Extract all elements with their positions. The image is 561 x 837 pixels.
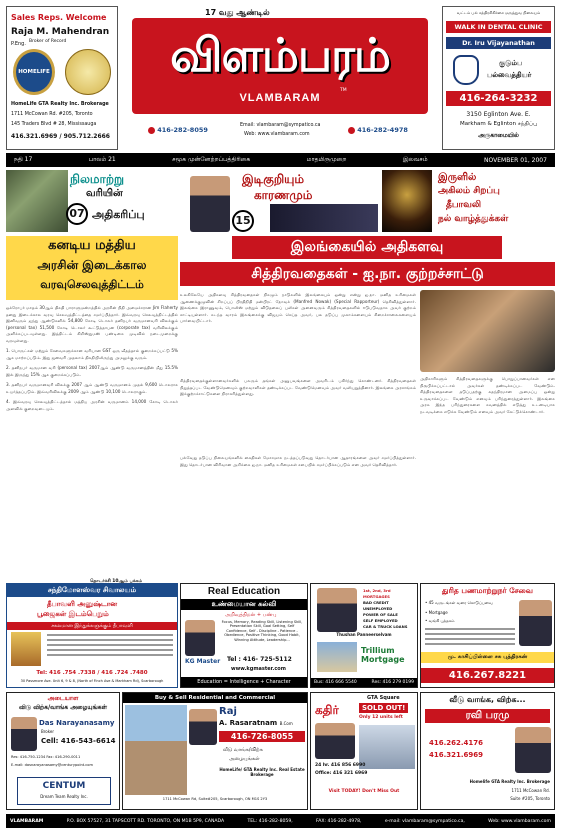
homelife-logo-text: HOMELIFE: [18, 69, 50, 75]
temple-image: [11, 632, 41, 666]
gta-project: GTA Square: [367, 695, 400, 701]
raj-phone: 416-726-8055: [219, 731, 305, 742]
centum-sub: Dream Team Realty Inc.: [40, 794, 88, 799]
dental-address3: அருகாமையில்: [478, 132, 519, 139]
left-story-p3: 2. தனிநபர் வருமான வரி (personal tax) 2007ஆம் ஆண்டு வருமானத்தின் மீது 15.5% இல் இருந்து 15% ஆக குறைக்கப்படும்.: [6, 365, 178, 377]
transfer-photo: [519, 600, 552, 646]
masthead: [120, 6, 440, 150]
footer-address: P.O. BOX 57527, 31 TAPSCOTT RD. TORONTO, ON M1B 5P9, CANADA: [66, 818, 225, 824]
raj-house-photo: [125, 705, 187, 795]
mortgage-phone-res: Res: 416 279 0199: [371, 680, 414, 685]
centum-logo: [17, 777, 111, 805]
teaser2-number: 15: [232, 210, 254, 232]
transfer-item2: • Mortgage: [425, 610, 448, 615]
raj-title: Buy & Sell Residential and Commercial: [123, 693, 307, 703]
main-story-col1: உலகிலேயே அதிகளவு சித்திரவதைகள் நிகழும் நாடுகளில் இலங்கையும் ஒன்று என்று ஐ.நா. மனித உரிமைகள் ஆணைக்குழுவின் சிறப்புப் பிரதிநிதி மன்பிரட் நோவக் (Manfred Nowak) (Special Rapporteur) தெரிவித்துள்ளார். இலங்கை இராணுவம், பொலிஸ் மற்றும் விடுதலைப் புலிகள் அனைவரும் சித்திரவதைகளில் ஈடுபடுவதாக அவர் குற்றம் சாட்டியுள்ளார். கடந்த வாரம் இலங்கைக்கு விஜயம் செய்த அவர், பல தடுப்பு முகாம்களையும் சிறைச்சாலைகளையும் பார்வையிட்டார்.: [180, 292, 416, 323]
issue-date: NOVEMBER 01, 2007: [484, 156, 547, 164]
ravi-company: Homelife GTA Realty Inc. Brokerage: [469, 779, 550, 784]
ravi-photo: [515, 727, 551, 773]
mortgage-bullet: UNEMPLOYED: [363, 606, 393, 611]
raj-fullname: A. Rasaratnam: [219, 719, 278, 727]
agent-address2: 145 Traders Blvd # 28, Mississauga: [11, 122, 97, 127]
gta-sold: SOLD OUT!: [359, 703, 408, 713]
homelife-logo: [13, 49, 55, 95]
header-left-ad[interactable]: [6, 6, 118, 150]
ad-ravi-paramu[interactable]: [420, 692, 555, 810]
ad-raj-rasaratnam[interactable]: [122, 692, 308, 810]
issue-note: 17 வது ஆண்டில்: [205, 8, 270, 17]
agent-name: Raja M. Mahendran: [11, 27, 110, 37]
main-story-col2: சித்திரவதைக்குள்ளானவர்களில் பலரும் தங்கள் அனுபவங்களை அவரிடம் பகிர்ந்து கொண்டனர். சித்திரவதைகள் நிறுத்தப்பட வேண்டுமெனவும் குற்றவாளிகள் தண்டிக்கப்பட வேண்டுமெனவும் அவர் வலியுறுத்தினார். இலங்கை அரசாங்கம் இக்குற்றச்சாட்டுகளை நிராகரித்துள்ளது.: [180, 378, 416, 396]
footer-brand: VLAMBARAM: [10, 818, 44, 824]
left-story-p1: ஒக்ரோபர் மாதம் 30ஆம் திகதி பாராளுமன்றத்தில் அரசின் நிதி அமைச்சரான Jim Flaherty தனது இடைக்கால வரவு செலவுத்திட்டத்தை சமர்ப்பித்தார். இவ்வரவு செலவுத்திட்டத்தில் இனிவரும் ஐந்து ஆண்டுகளில் 54,800 கோடி டொலர் தனிநபர் வருமானவரி விலக்கும் (personal tax) 51,500 கோடி டொலர் கூட்டுத்தாபன (corporate tax) வரிவிலக்கும் அளிக்கப்படவுள்ளது. இத்திட்டம் கிறிஸ்துமஸ் பண்டிகை முடிவில் நடைமுறைக்கு வரவுள்ளது.: [6, 305, 178, 343]
education-subtitle: அறிவுத்திறன் + பண்பு: [225, 612, 277, 618]
das-suffix: Broker: [41, 729, 55, 734]
free-label: இலவசம்: [402, 156, 428, 163]
teaser1-title3: அதிகரிப்பு: [92, 208, 145, 221]
teaser2-title-box: [238, 170, 378, 204]
mortgage-bullet: POWER OF SALE: [363, 612, 398, 617]
man-photo: [190, 176, 230, 232]
temple-phone: Tel: 416 .754 .7338 / 416 .724 .7480: [36, 670, 148, 676]
ad-temple[interactable]: [6, 583, 178, 688]
doctor-name: Dr. Iru Vijayanathan: [446, 37, 551, 49]
house-photo: [6, 170, 68, 232]
gta-sub: Visit TODAY! Don't Miss Out: [328, 789, 400, 794]
raj-tamil1: வீடு வாங்க/விற்க: [223, 747, 263, 753]
mortgage-house-image: [317, 642, 357, 672]
lightning-photo: [270, 204, 378, 232]
thushan-photo: [317, 588, 357, 632]
dental-banner: WALK IN DENTAL CLINIC: [446, 21, 551, 33]
temple-title: சந்திமோளஸ்வர சிவாலயம்: [7, 584, 177, 597]
diya-photo: [382, 170, 432, 232]
award-seal: [65, 49, 111, 95]
main-headline2: சித்திரவதைகள் - ஐ.நா. குற்றச்சாட்டு: [180, 262, 555, 286]
left-headline3: வரவுசெலவுத்திட்டம்: [40, 278, 144, 291]
mortgage-bullet: 1st, 2nd, 3rd MORTGAGES: [363, 588, 391, 599]
sales-reps-title: Sales Reps. Welcome: [11, 13, 107, 22]
ravi-address1: 1711 McCowan Rd.: [511, 788, 550, 793]
header-right-ad[interactable]: [442, 6, 555, 150]
temple-sub3: சகலமான இந்துக்களுக்கும் தீபாவளி: [7, 622, 177, 630]
temple-sub2: பூஜைகள் இடம்பெறும்: [37, 610, 109, 618]
mortgage-bullet: SELF EMPLOYED: [363, 618, 398, 623]
ravi-phone1: 416.262.4176: [429, 739, 484, 747]
dental-subtitle1: குடும்ப: [499, 59, 523, 67]
temple-address: 30 Passmore Ave. Unit 6, 9 & 8, (North of Finch Ave & Markham Rd), Scarborough: [20, 679, 164, 683]
masthead-phone-right-text: 416-282-4978: [357, 126, 408, 134]
das-phone: Cell: 416-543-6614: [41, 737, 116, 745]
ad-gta-square[interactable]: [310, 692, 418, 810]
left-headline1: கனடிய மத்திய: [48, 238, 136, 253]
ad-das-narayanasamy[interactable]: [6, 692, 120, 810]
masthead-phone-left-text: 416-282-8059: [157, 126, 208, 134]
temple-details: [47, 634, 173, 659]
mortgage-phone-bus: Bus: 416 666 5540: [314, 680, 357, 685]
education-brand: KG Master: [185, 658, 221, 665]
teaser-deepavali[interactable]: [382, 170, 555, 232]
main-headline-block[interactable]: [180, 236, 555, 286]
teaser2-title2: காரணமும்: [254, 188, 313, 202]
footer-fax: FAX: 416-282-4978,: [316, 818, 362, 824]
transfer-title: துரித பணமாற்றுநர் சேவை: [442, 586, 533, 595]
das-title: அடையாள: [47, 695, 79, 702]
left-headline2: அரசின் இடைக்கால: [37, 258, 147, 272]
frequency: மாதமிருமுறை: [306, 156, 347, 163]
kathir-hours: 24 hr. 416 856 6990: [315, 763, 366, 768]
transfer-item3: • வங்கி புத்தகம்: [425, 618, 455, 623]
phone-icon: [148, 127, 155, 134]
ad-money-transfer[interactable]: [420, 583, 555, 688]
transfer-item1: • 45 வருடங்கள் வரை கொடுப்பனவு: [425, 600, 493, 605]
temple-sub1: தீபாவளி அனுஷ்டான: [47, 600, 118, 608]
teaser1-title1: நிலமாற்று: [70, 172, 125, 186]
dental-address2: Markham & Eglinton சந்திப்பு: [459, 121, 538, 127]
kathir-office: Office: 416 321 6969: [315, 771, 368, 776]
kathir-brand: கதிர்: [315, 703, 339, 717]
dental-phone: 416-264-3232: [446, 91, 551, 106]
teaser3-title3: தீபாவலி: [446, 200, 482, 210]
raj-suffix: B.Com: [279, 721, 293, 726]
main-story-col3: பல்வேறு தடுப்பு நிலையங்களில் கைதிகள் மோசமாக நடத்தப்படுவது தொடர்பான ஆதாரங்களை அவர் சமர்ப்பித்துள்ளார். இது தொடர்பான விரிவான அறிக்கை ஐ.நா. மனித உரிமைகள் சபையில் சமர்ப்பிக்கப்படும் என அவர் தெரிவித்தார்.: [180, 455, 416, 467]
transfer-phone: 416.267.8221: [421, 668, 554, 683]
ravi-address2: Suite #205, Toronto: [510, 796, 550, 801]
das-title2: விடு விற்க/வாங்க அழையுங்கள்: [18, 704, 108, 711]
ad-education[interactable]: [180, 583, 308, 688]
tooth-icon: [453, 55, 479, 85]
education-tagline: Education = Intelligence + Character: [181, 677, 307, 687]
raj-address: 1711 McCowan Rd, Suite#205, Scarborough, ON M1S 2Y3: [162, 797, 268, 801]
masthead-web[interactable]: Web: www.vlambaram.com: [244, 132, 310, 137]
issue-info-bar: [6, 153, 555, 167]
teaser2-title1: இடிகுறியும்: [242, 172, 305, 186]
masthead-phone-left: [148, 126, 208, 134]
transfer-name: மு. காசிப்பிள்ளை சசு புத்திரகன்: [421, 652, 554, 663]
dental-subtitle2: பல்வைத்தியர்: [487, 71, 532, 79]
issue-number: நதி 17: [14, 156, 33, 163]
ravi-phone2: 416.321.6969: [429, 751, 484, 759]
masthead-phone-right: [348, 126, 408, 134]
teaser1-number: 07: [66, 203, 88, 225]
gta-building: [359, 725, 415, 769]
gta-units: Only 12 units left: [359, 715, 403, 720]
phone-icon: [348, 127, 355, 134]
volume-number: பாலம் 21: [88, 156, 116, 163]
agent-address1: 1711 McCowan Rd. #205, Toronto: [11, 112, 93, 117]
mortgage-brand: Trillium Mortgage: [361, 646, 405, 664]
raj-company: HomeLife/ GTA Realty Inc. Real Estate Brokerage: [219, 767, 305, 777]
footer-web[interactable]: Web: www.vlambaram.com: [488, 818, 551, 824]
ad-mortgage[interactable]: [310, 583, 418, 688]
teaser3-title1: இருளில்: [438, 172, 477, 183]
mortgage-name: Thushan Panneerselvam: [336, 632, 392, 637]
raj-name: Raj: [219, 706, 237, 717]
das-note: Res: 416-750-1234 Fax: 416-290-0011: [11, 755, 81, 759]
mortgage-phones: [311, 678, 417, 687]
education-title-tamil: உண்மையான கல்வி: [181, 599, 307, 610]
masthead-tm: TM: [340, 88, 347, 93]
dental-note: வட்டம் பல் சத்திரசிகிச்சை மருத்துவ நிலையம்: [456, 10, 541, 15]
masthead-email[interactable]: Email: vlambaram@sympatico.ca: [240, 123, 321, 128]
masthead-title-tamil: விளம்பரம்: [170, 28, 390, 82]
footer-bar: [6, 814, 555, 828]
teaser-land-tax[interactable]: [6, 170, 178, 232]
left-story-p5: 4. இவ்வரவு செலவுத்திட்டத்தால் மத்திய அரசின் வருமானம் 14,000 கோடி டொலர் அளவில் குறைவடையும்.: [6, 399, 178, 411]
left-headline-block[interactable]: [6, 236, 178, 300]
left-story-body: [6, 305, 178, 575]
agent-phones: 416.321.6969 / 905.712.2666: [11, 133, 110, 140]
masthead-title-english: VLAMBARAM: [239, 92, 321, 104]
side-story: அதிகாரிகளும் சித்திரவதைகளுக்கு பொறுப்பானவர்கள் என நிரூபிக்கப்பட்டால் அவர்கள் தண்டிக்கப்பட வேண்டும். சித்திரவதைகளை தடுப்பதற்கு சுதந்திரமான அமைப்பு ஒன்று உருவாக்கப்பட வேண்டும் எனவும் பரிந்துரைத்துள்ளார். இலங்கை அரசு இந்த பரிந்துரைகளை கவனத்தில் எடுத்து உடனடியாக நடவடிக்கை எடுக்க வேண்டும் எனவும் அவர் கேட்டுக்கொண்டார்.: [420, 376, 555, 414]
masthead-logo-panel: [132, 18, 428, 114]
teaser-lightning[interactable]: [180, 170, 380, 232]
tagline: சமூக முன்னேற்றப்பத்திரிகை: [172, 156, 251, 163]
teaser1-title2: வரியின்: [86, 188, 123, 199]
footer-email[interactable]: e-mail: vlambaram@sympatico.ca,: [384, 818, 465, 824]
left-story-continued[interactable]: தொடர்ச்சி 10ஆம் பக்கம்: [90, 579, 143, 584]
ravi-title: வீடு வாங்க, விற்க...: [449, 695, 526, 704]
das-name: Das Narayanasamy: [39, 719, 115, 727]
ravi-name: ரவி பரமு: [425, 709, 550, 723]
education-title: Real Education: [207, 586, 281, 597]
education-web: www.kgmaster.com: [231, 666, 286, 672]
footer-tel: TEL: 416-282-8059,: [247, 818, 293, 824]
kgmaster-photo: [185, 620, 215, 656]
agent-role: Broker of Record: [29, 39, 67, 44]
left-story-p4: 3. தனிநபர் வருமானவரி விலக்கு 2007 ஆம் ஆண்டு வருமானம் முதல் 9,600 டொலராக உயர்த்தப்படும். இவ்வரிவிலக்கு 2009 ஆம் ஆண்டு 10,100 டொலராகும்.: [6, 382, 178, 394]
mortgage-bullet: CAR & TRUCK LOANS: [363, 624, 408, 629]
agent-suffix: P.Eng.: [11, 41, 26, 48]
centum-brand: CENTUM: [42, 781, 86, 791]
nowak-photo: [420, 290, 555, 372]
raj-fullname-line: [219, 719, 293, 727]
mortgage-bullet: BAD CREDIT: [363, 600, 389, 605]
left-story-p2: 1. பொருட்கள் மற்றும் சேவைகளுக்கான வரியான GST ஒரு வீதத்தால் குறைக்கப்பட்டு 5% ஆக மாற்றப்படும். இது ஜனவரி முதலாம் திகதியிலிருந்து அமலுக்கு வரும்.: [6, 348, 178, 360]
raj-photo: [189, 709, 217, 745]
kathir-photo: [315, 723, 355, 759]
teaser3-title2: அகிலம் சிறப்பு: [438, 186, 500, 196]
mortgage-bullets: [363, 588, 417, 630]
das-photo: [11, 717, 37, 751]
raj-tamil2: அழையுங்கள்: [229, 756, 260, 762]
das-email: E-mail: dasnarayanasamy@centurypoint.com: [11, 763, 93, 767]
agent-company: HomeLife GTA Realty Inc. Brokerage: [11, 102, 109, 107]
teaser3-title4: நல் வாழ்த்துக்கள்: [438, 214, 509, 224]
education-body: Focus, Memory, Reading Skill, Listening Skill, Presentation Skill, Goal Setting, Self Confidence, Self - Discipline - Patience - Obedience, Positive Thinking, Good Habit, Winning Attitude, Leadership...: [221, 620, 303, 642]
education-phone: Tel : 416- 725-5112: [227, 656, 292, 663]
main-headline1: இலங்கையில் அதிகளவு: [232, 236, 502, 259]
dental-address1: 3150 Eglinton Ave. E.: [466, 111, 531, 118]
transfer-details: [425, 628, 515, 648]
